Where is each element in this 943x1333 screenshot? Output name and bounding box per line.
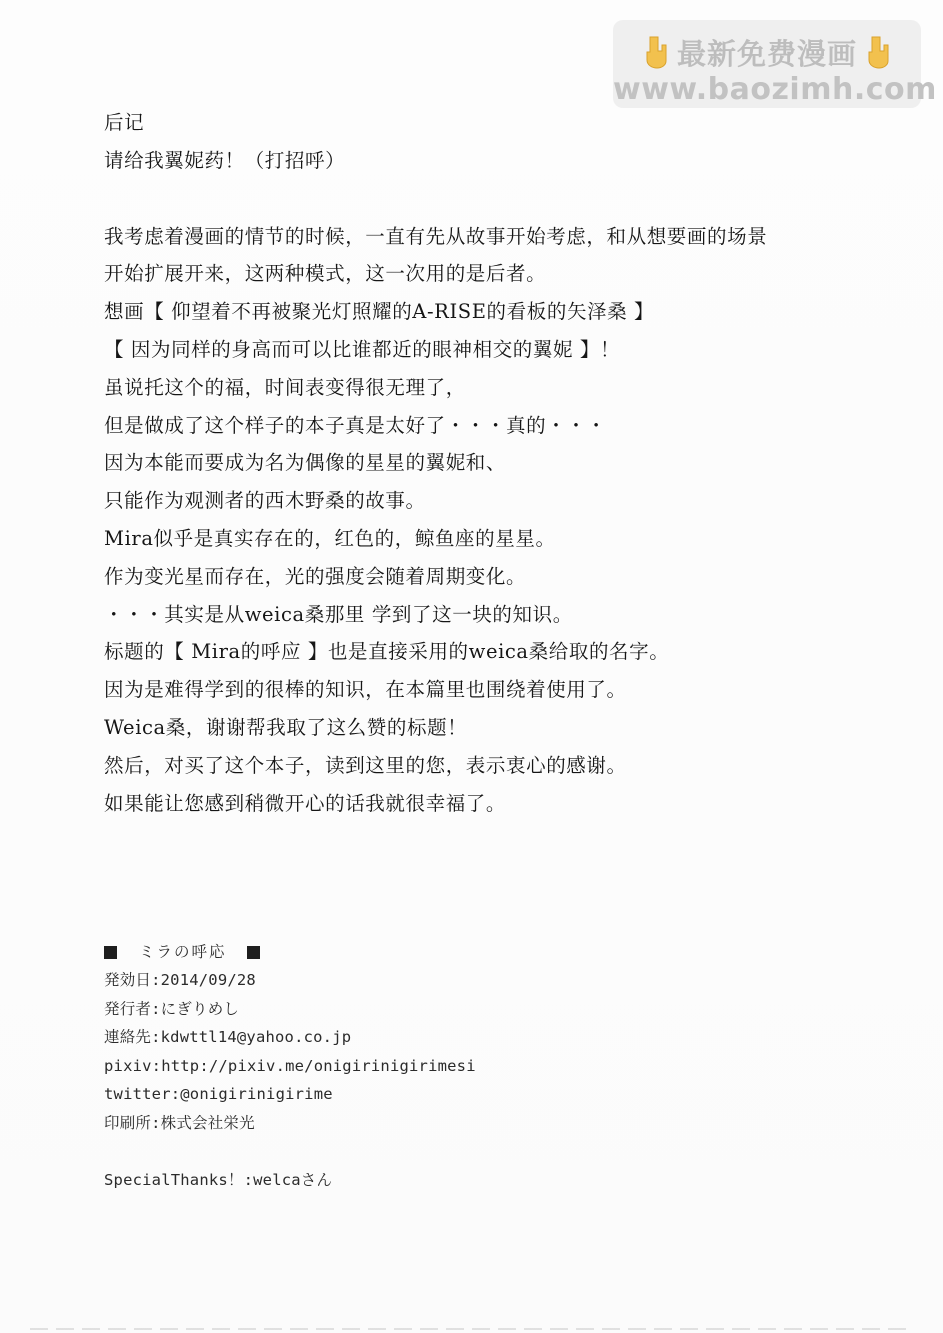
afterword-line: 【 因为同样的身高而可以比谁都近的眼神相交的翼妮 】！	[104, 337, 621, 361]
colophon-gap	[104, 1138, 604, 1166]
afterword-line: 因为本能而要成为名为偶像的星星的翼妮和、	[104, 451, 507, 475]
twitter-handle: twitter:@onigirinigirime	[104, 1085, 333, 1104]
contact-email: 連絡先:kdwttl14@yahoo.co.jp	[104, 1028, 352, 1047]
afterword-line: 只能作为观测者的西木野桑的故事。	[104, 489, 426, 513]
afterword-line: 作为变光星而存在，光的强度会随着周期变化。	[104, 564, 527, 588]
afterword-line: Mira似乎是真实存在的，红色的，鲸鱼座的星星。	[104, 526, 556, 550]
afterword-section	[104, 104, 864, 822]
afterword-line: 因为是难得学到的很棒的知识，在本篇里也围绕着使用了。	[104, 678, 627, 702]
black-square-icon	[247, 946, 260, 959]
afterword-line: 但是做成了这个样子的本子真是太好了・・・真的・・・	[104, 413, 607, 437]
watermark-banner[interactable]	[613, 20, 937, 108]
afterword-heading: 后记	[104, 111, 145, 134]
publisher: 発行者:にぎりめし	[104, 999, 240, 1018]
colophon-title-row	[104, 938, 604, 966]
colophon-section	[104, 938, 604, 1194]
black-square-icon	[104, 946, 117, 959]
pointing-down-hand-icon	[641, 35, 671, 69]
watermark-title: 最新免费漫画	[676, 36, 857, 71]
watermark-url[interactable]: www.baozimh.com	[613, 72, 937, 107]
afterword-line: 想画【 仰望着不再被聚光灯照耀的A-RISE的看板的矢泽桑 】	[104, 300, 655, 324]
scan-edge-line	[30, 1328, 910, 1330]
afterword-line: Weica桑，谢谢帮我取了这么赞的标题！	[104, 715, 468, 739]
afterword-line: 如果能让您感到稍微开心的话我就很幸福了。	[104, 791, 507, 815]
afterword-line: 我考虑着漫画的情节的时候，一直有先从故事开始考虑，和从想要画的场景	[104, 224, 768, 248]
special-thanks: SpecialThanks！:welcaさん	[104, 1170, 333, 1189]
issue-date: 発効日:2014/09/28	[104, 971, 256, 989]
printer: 印刷所:株式会社栄光	[104, 1113, 255, 1132]
pixiv-link: pixiv:http://pixiv.me/onigirinigirimesi	[104, 1056, 476, 1075]
afterword-line: 标题的【 Mira的呼应 】也是直接采用的weica桑给取的名字。	[104, 640, 670, 664]
afterword-line: ・・・其实是从weica桑那里 学到了这一块的知识。	[104, 602, 573, 626]
pointing-down-hand-icon	[863, 35, 893, 69]
colophon-title: ミラの呼応	[139, 943, 227, 961]
paragraph-gap	[104, 180, 864, 218]
afterword-line: 虽说托这个的福，时间表变得很无理了，	[104, 375, 466, 399]
watermark-top-row	[613, 32, 921, 72]
afterword-line: 开始扩展开来，这两种模式，这一次用的是后者。	[104, 262, 547, 286]
afterword-line: 然后，对买了这个本子，读到这里的您，表示衷心的感谢。	[104, 753, 627, 777]
afterword-greeting: 请给我翼妮药！（打招呼）	[104, 148, 346, 172]
